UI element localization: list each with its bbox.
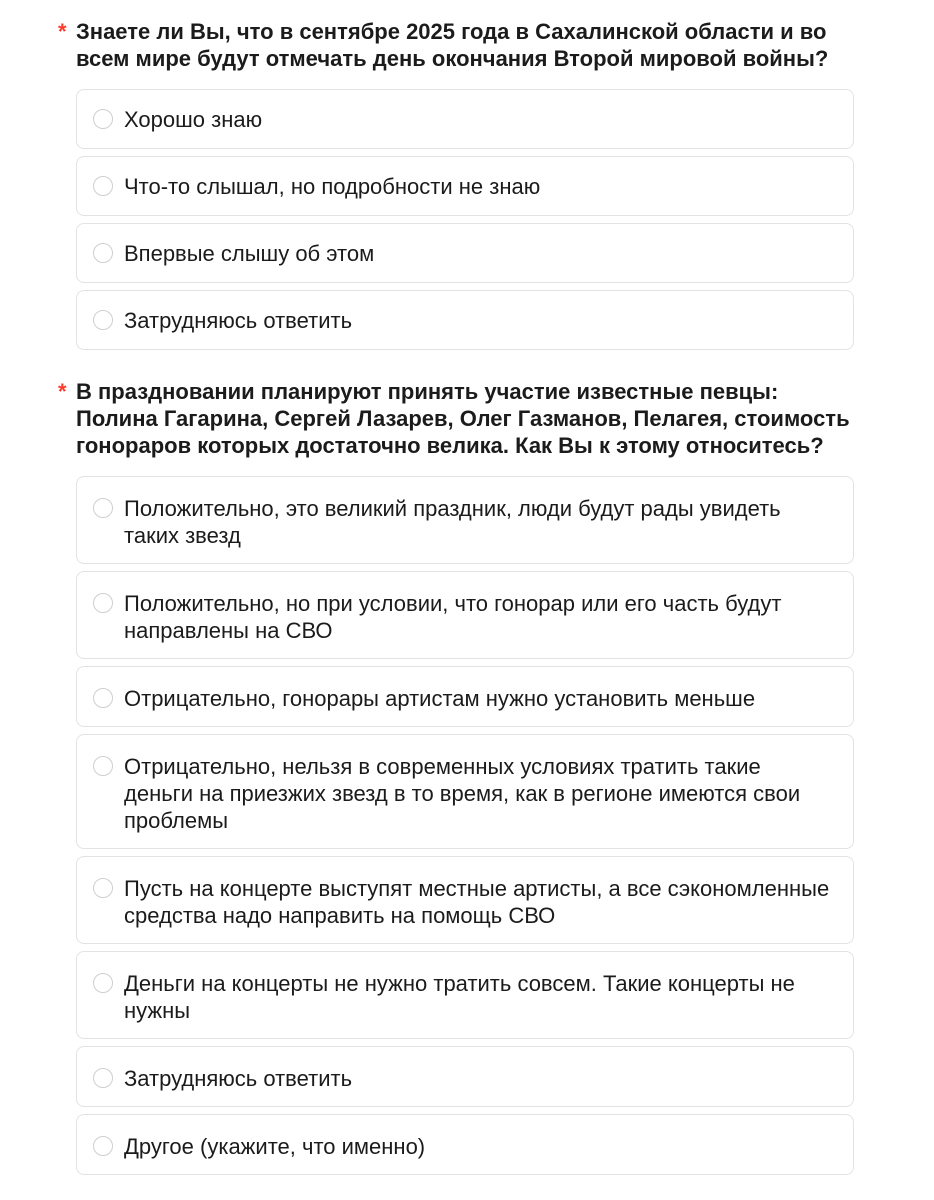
- q2-option-positive-svo[interactable]: [76, 571, 854, 659]
- q1-option-know-well[interactable]: [76, 89, 854, 149]
- q2-option-no-concerts[interactable]: [76, 951, 854, 1039]
- question-2-title: [58, 378, 858, 459]
- q1-option-first-time[interactable]: [76, 223, 854, 283]
- radio-button[interactable]: [93, 973, 113, 993]
- q1-option-hard-to-answer[interactable]: [76, 290, 854, 350]
- radio-button[interactable]: [93, 109, 113, 129]
- q2-option-positive-holiday[interactable]: [76, 476, 854, 564]
- q1-option-heard-something[interactable]: [76, 156, 854, 216]
- option-label: Отрицательно, гонорары артистам нужно установить меньше: [124, 686, 756, 711]
- option-label: Деньги на концерты не нужно тратить совсем. Такие концерты не нужны: [124, 971, 795, 1023]
- question-1: [58, 18, 858, 357]
- option-label: Впервые слышу об этом: [124, 241, 375, 266]
- question-2-text: В праздновании планируют принять участие известные певцы: Полина Гагарина, Сергей Лазарев, Олег Газманов, Пелагея, стоимость гонораров которых достаточно велика. Как Вы к этому относитесь?: [76, 379, 850, 458]
- q2-option-negative-region-problems[interactable]: [76, 734, 854, 849]
- required-mark: *: [58, 379, 67, 404]
- q2-option-hard-to-answer[interactable]: [76, 1046, 854, 1107]
- radio-button[interactable]: [93, 310, 113, 330]
- q2-option-negative-lower-fees[interactable]: [76, 666, 854, 727]
- question-2-options: [76, 476, 854, 1175]
- radio-button[interactable]: [93, 1136, 113, 1156]
- radio-button[interactable]: [93, 593, 113, 613]
- option-label: Затрудняюсь ответить: [124, 308, 353, 333]
- radio-button[interactable]: [93, 1068, 113, 1088]
- question-1-title: [58, 18, 858, 72]
- radio-button[interactable]: [93, 756, 113, 776]
- radio-button[interactable]: [93, 243, 113, 263]
- q2-option-local-artists[interactable]: [76, 856, 854, 944]
- option-label: Положительно, но при условии, что гонорар или его часть будут направлены на СВО: [124, 591, 782, 643]
- question-1-options: [76, 89, 854, 350]
- required-mark: *: [58, 19, 67, 44]
- option-label: Другое (укажите, что именно): [124, 1134, 426, 1159]
- question-1-text: Знаете ли Вы, что в сентябре 2025 года в Сахалинской области и во всем мире будут отмечать день окончания Второй мировой войны?: [76, 19, 829, 71]
- option-label: Пусть на концерте выступят местные артисты, а все сэкономленные средства надо направить на помощь СВО: [124, 876, 830, 928]
- option-label: Что-то слышал, но подробности не знаю: [124, 174, 541, 199]
- option-label: Отрицательно, нельзя в современных условиях тратить такие деньги на приезжих звезд в то время, как в регионе имеются свои проблемы: [124, 754, 801, 833]
- radio-button[interactable]: [93, 878, 113, 898]
- option-label: Положительно, это великий праздник, люди будут рады увидеть таких звезд: [124, 496, 781, 548]
- option-label: Хорошо знаю: [124, 107, 263, 132]
- radio-button[interactable]: [93, 688, 113, 708]
- radio-button[interactable]: [93, 176, 113, 196]
- q2-option-other[interactable]: [76, 1114, 854, 1175]
- question-2: [58, 378, 858, 1182]
- radio-button[interactable]: [93, 498, 113, 518]
- option-label: Затрудняюсь ответить: [124, 1066, 353, 1091]
